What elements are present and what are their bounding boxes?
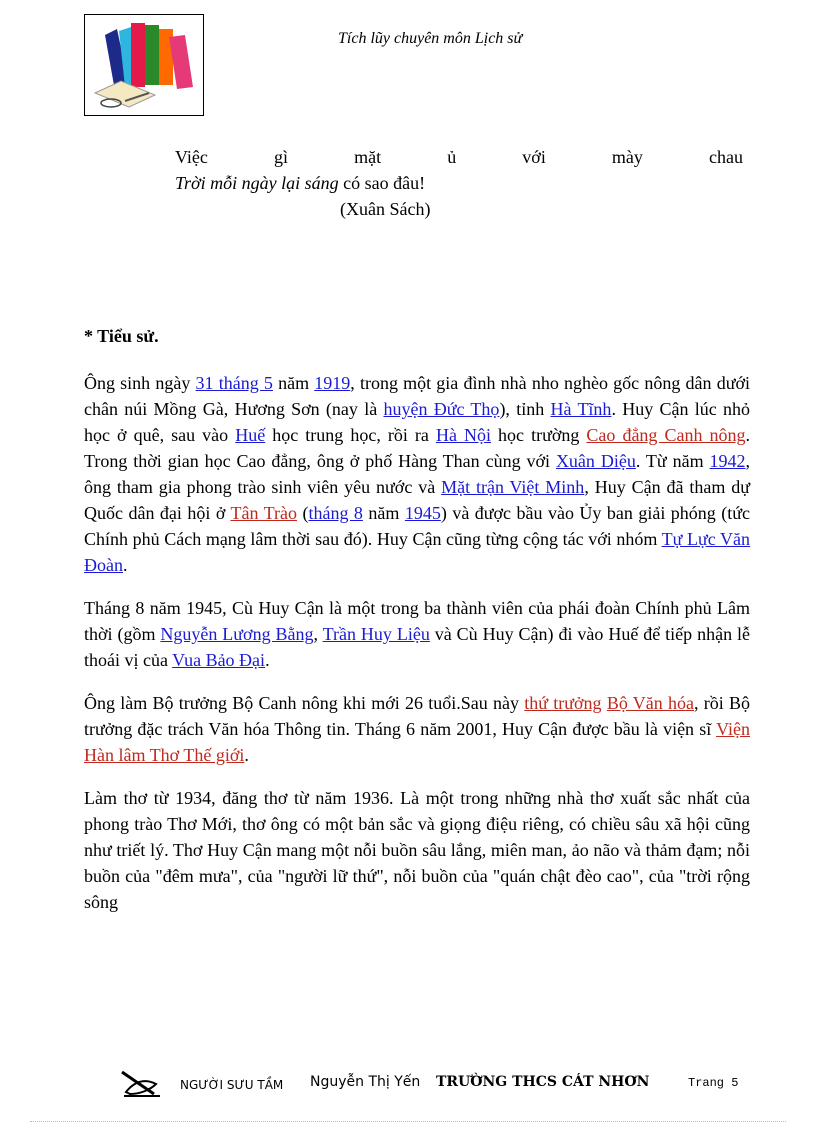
poem-word: chau [709,147,743,167]
text-run: , Huy Cận đã tham dự Quốc dân đại hội ở [84,477,750,523]
poem-word: ủ [447,147,457,167]
text-run: ) và được bầu vào Ủy ban giải phóng (tức Chính phủ Cách mạng lâm thời sau đó). Huy Cận cũng từng cộng tác với nhóm [84,503,751,549]
link-duc-tho[interactable]: huyện Đức Thọ [383,399,500,419]
section-heading: * Tiểu sử. [84,326,159,346]
text-run: Tháng 8 năm 1945, Cù Huy Cận là một trong ba thành viên của phái đoàn Chính phủ Lâm thời (gồm [84,598,750,644]
paragraph-1 [84,370,750,578]
poem-line-2-rest: có sao đâu! [338,173,426,193]
poem-word: mặt [354,147,382,167]
header-title: Tích lũy chuyên môn Lịch sử [338,30,523,47]
text-run: học trung học, rồi ra [265,425,436,445]
text-run: . Trong thời gian học Cao đẳng, ông ở phố Hàng Than cùng với [84,425,751,471]
text-run: và Cù Huy Cận) đi vào Huế để tiếp nhận lễ thoái vị của [84,624,750,670]
text-run: . Huy Cận lúc nhỏ học ở quê, sau vào [84,399,751,445]
link-nguyen-luong-bang[interactable]: Nguyễn Lương Bằng [160,624,314,644]
text-run: , trong một gia đình nhà nho nghèo gốc nông dân dưới chân núi Mồng Gà, Hương Sơn (nay là [84,373,750,419]
text-run: , rồi Bộ trưởng đặc trách Văn hóa Thông tin. Tháng 6 năm 2001, Huy Cận được bầu là viện sĩ [84,693,750,739]
paragraph-2 [84,595,750,673]
text-run: ( [296,503,309,523]
text-run: năm [362,503,405,523]
link-year-1945[interactable]: 1945 [404,503,441,523]
school-name: TRƯỜNG THCS CÁT NHƠN [436,1074,650,1090]
page-footer [120,1068,750,1108]
link-ha-noi[interactable]: Hà Nội [435,425,491,445]
pen-writing-icon [120,1068,164,1098]
poem-attribution: (Xuân Sách) [340,199,431,219]
text-run: , ông tham gia phong trào sinh viên yêu nước và [84,451,751,497]
poem-word: gì [274,147,289,167]
link-thang-8[interactable]: tháng 8 [308,503,363,523]
text-run: năm [272,373,315,393]
link-year-1919[interactable]: 1919 [314,373,351,393]
books-icon [85,15,203,115]
poem-word: với [522,147,546,167]
poem-line-2 [175,170,743,196]
text-run: Ông sinh ngày [84,373,196,393]
page-number: Trang 5 [688,1076,739,1090]
link-xuan-dieu[interactable]: Xuân Diệu [555,451,636,471]
link-vua-bao-dai[interactable]: Vua Bảo Đại [172,650,266,670]
poem-word: mày [611,147,643,167]
link-tu-luc-van-doan[interactable]: Tự Lực Văn Đoàn [84,529,750,575]
link-tran-huy-lieu[interactable]: Trần Huy Liệu [322,624,430,644]
text-run: ), tỉnh [499,399,551,419]
poem-line-1 [175,144,743,170]
link-ha-tinh[interactable]: Hà Tĩnh [550,399,612,419]
text-run: học trường [491,425,587,445]
link-birth-date[interactable]: 31 tháng 5 [195,373,273,393]
page-bottom-divider [30,1121,786,1122]
body-text [84,370,750,932]
link-vien-han-lam[interactable]: Viện Hàn lâm Thơ Thế giới [84,719,750,765]
text-run: . [265,650,270,670]
text-run: . Từ năm [635,451,710,471]
collector-label: NGƯỜI SƯU TẦM [180,1078,284,1092]
link-cao-dang-canh-nong[interactable]: Cao đẳng Canh nông [586,425,746,445]
link-viet-minh[interactable]: Mặt trận Việt Minh [441,477,585,497]
poem-line-2-italic: Trời mỗi ngày lại sáng [175,173,339,193]
paragraph-4: Làm thơ từ 1934, đăng thơ từ năm 1936. Là một trong những nhà thơ xuất sắc nhất của phong trào Thơ Mới, thơ ông có một bản sắc và giọng điệu riêng, có chiều sâu xã hội cũng như triết lý. Thơ Huy Cận mang một nỗi buồn sâu lắng, miên man, ảo não và thảm đạm; nỗi buồn của "đêm mưa", của "người lữ thứ", nỗi buồn của "quán chật đèo cao", của "trời rộng sông [84,788,750,912]
link-bo-van-hoa[interactable]: Bộ Văn hóa [606,693,694,713]
poem-word: Việc [175,147,208,167]
poem [175,144,743,222]
books-logo [84,14,204,116]
author-name: Nguyễn Thị Yến [310,1074,421,1090]
link-tan-trao[interactable]: Tân Trào [230,503,297,523]
paragraph-3 [84,690,750,768]
link-thu-truong[interactable]: thứ trưởng [524,693,602,713]
text-run: Ông làm Bộ trưởng Bộ Canh nông khi mới 26 tuổi.Sau này [84,693,525,713]
link-year-1942[interactable]: 1942 [709,451,746,471]
text-run: . [123,555,128,575]
link-hue[interactable]: Huế [235,425,266,445]
text-run: , [313,624,323,644]
text-run: . [244,745,249,765]
